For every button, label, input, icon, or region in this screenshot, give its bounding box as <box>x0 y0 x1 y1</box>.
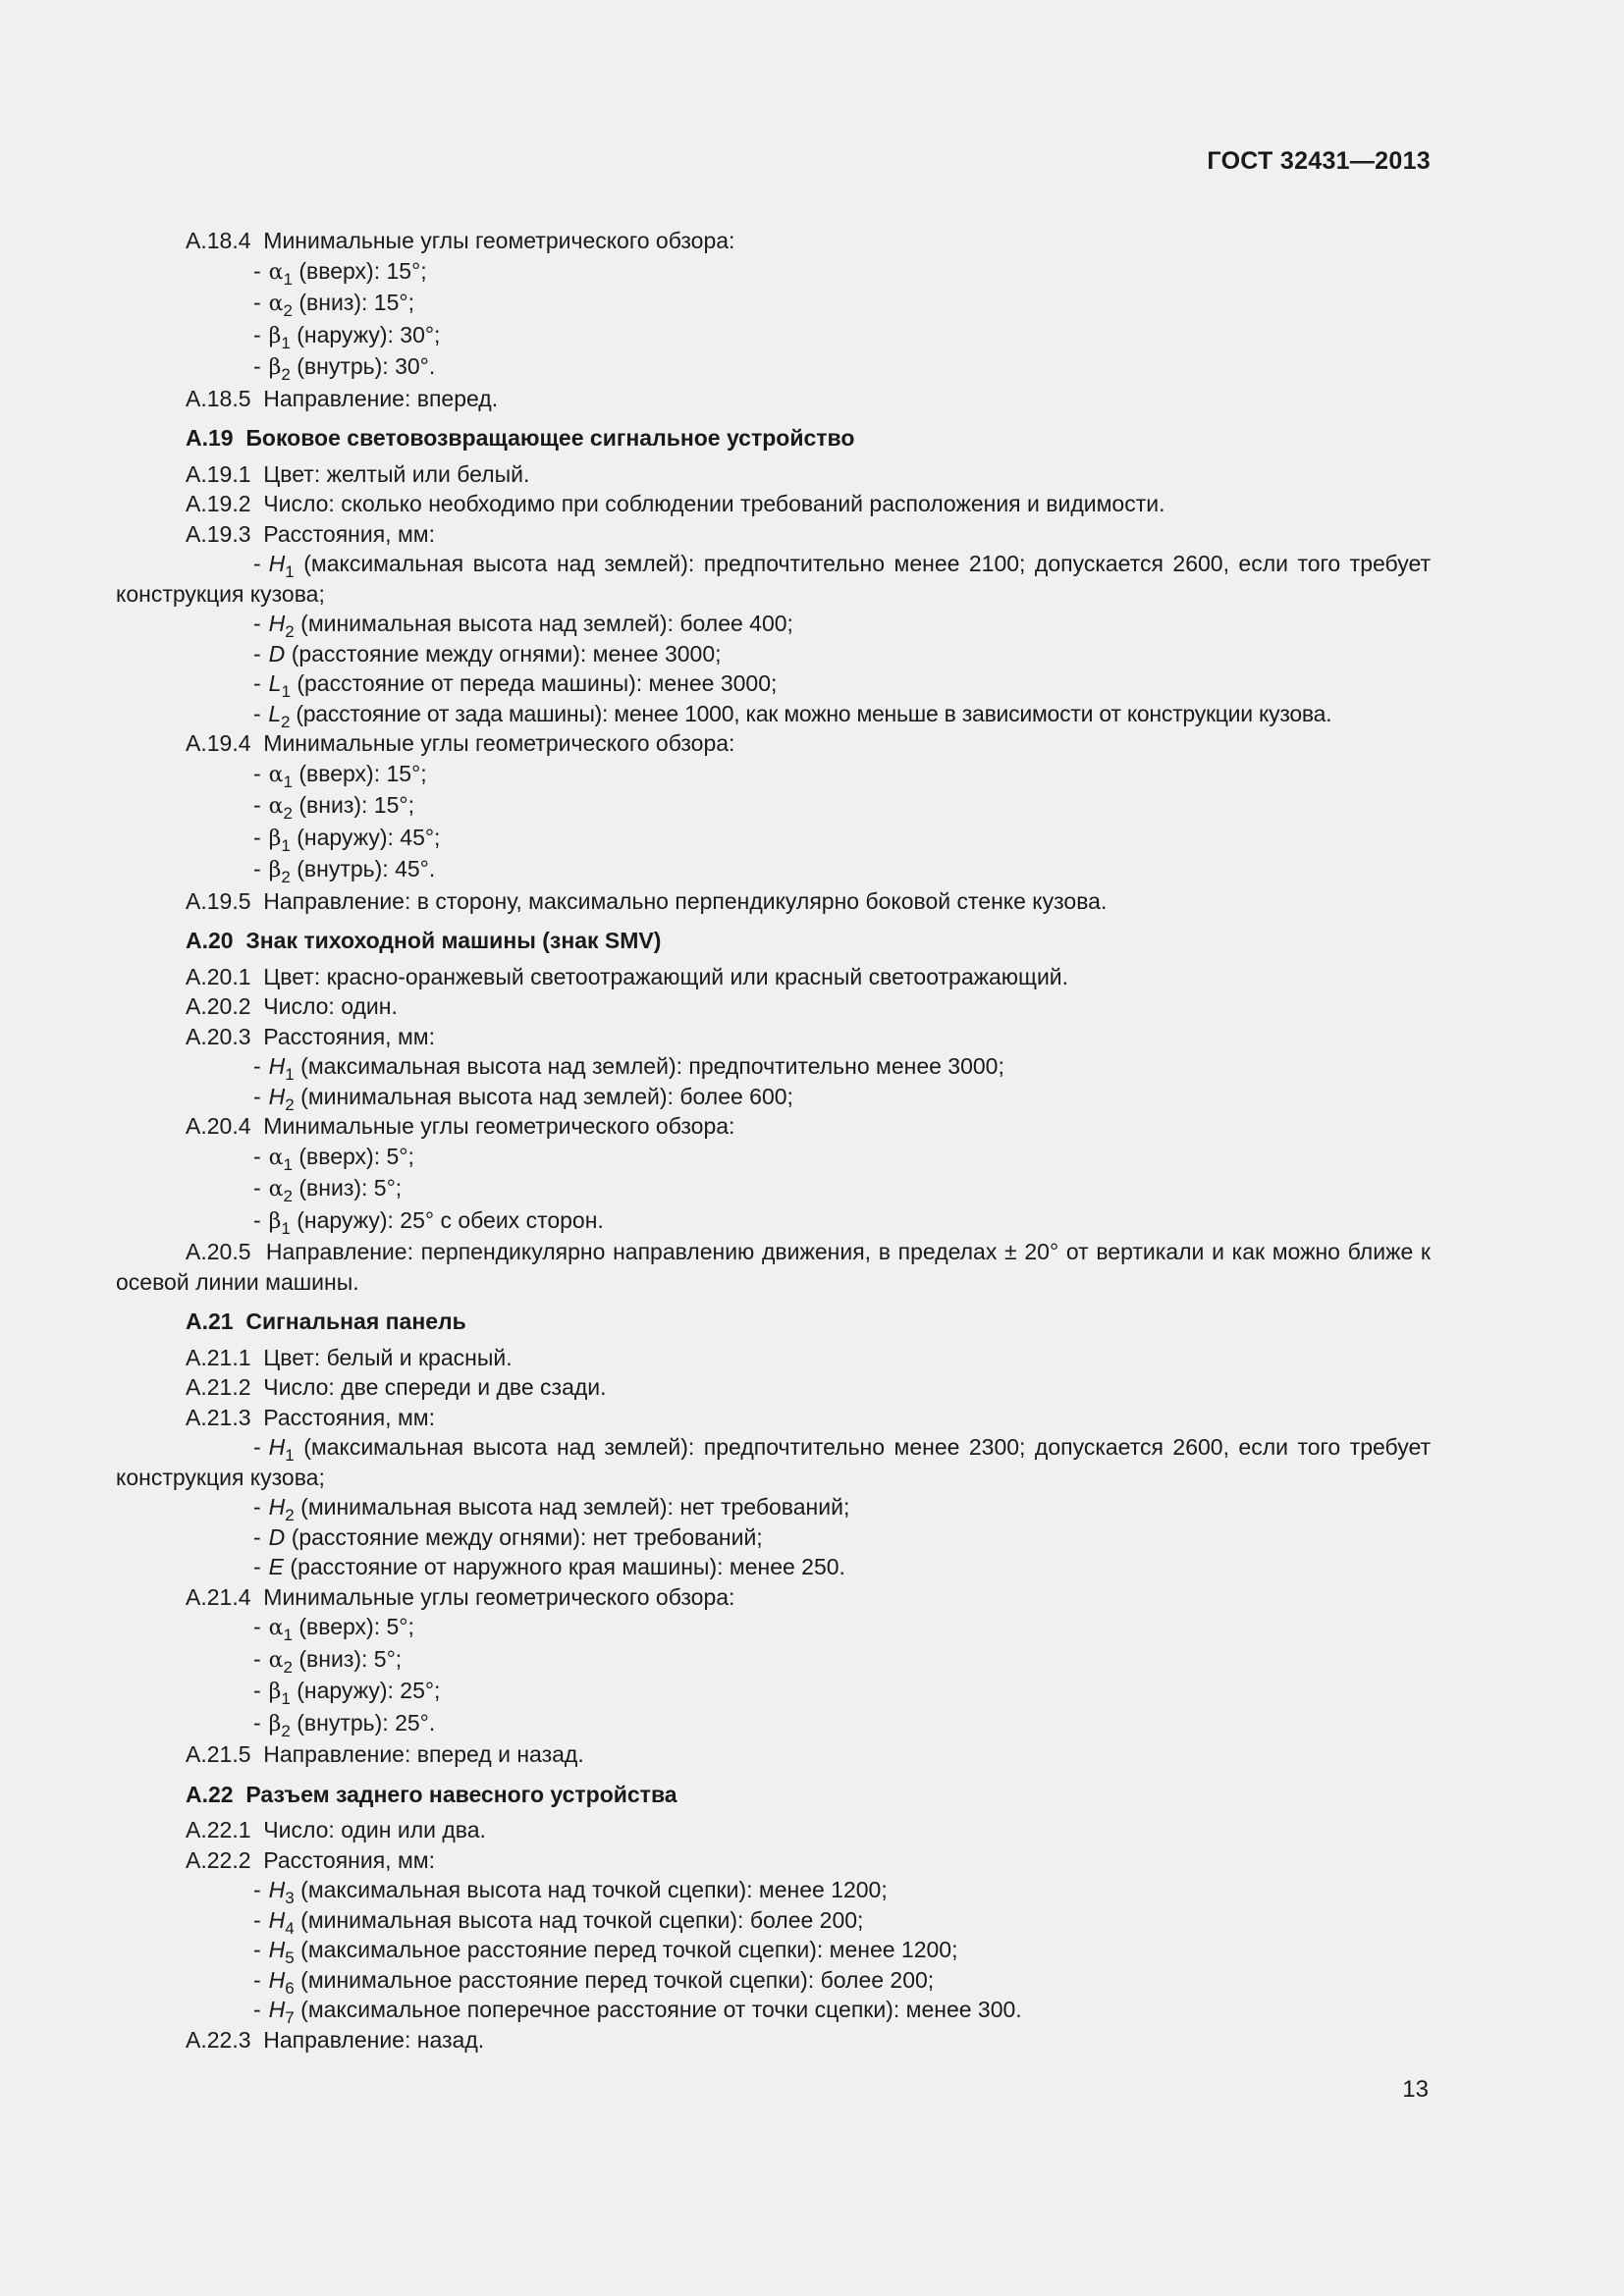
clause-a19-3: А.19.3 Расстояния, мм: <box>186 520 435 547</box>
clause-a22-2: А.22.2 Расстояния, мм: <box>186 1846 435 1873</box>
list-item: - $\alpha_1$ (вверх): 5°; <box>253 1614 414 1644</box>
list-item: - $\beta_2$ (внутрь): 45°. <box>253 856 436 886</box>
list-item: - $\alpha_1$ (вверх): 5°; <box>253 1143 414 1174</box>
clause-a19-1: А.19.1 Цвет: желтый или белый. <box>186 460 530 487</box>
clause-a20-5: А.20.5 Направление: перпендикулярно направлению движения, в пределах ± 20° от вертикали и как можно ближе к осевой линии машины. <box>116 1239 1431 1295</box>
list-item: - E (расстояние от наружного края машины): менее 250. <box>253 1554 845 1579</box>
clause-a18-4: А.18.4 Минимальные углы геометрического обзора: <box>186 228 735 253</box>
list-item: - $\beta_1$ (наружу): 30°; <box>253 321 441 352</box>
list-item: - $\alpha_2$ (вниз): 15°; <box>253 290 414 320</box>
clause-a21-2: А.21.2 Число: две спереди и две сзади. <box>186 1374 607 1400</box>
document-body <box>116 226 1431 2055</box>
clause-a18-5: А.18.5 Направление: вперед. <box>186 385 499 411</box>
clause-a20-1: А.20.1 Цвет: красно-оранжевый светоотражающий или красный светоотражающий. <box>186 963 1069 989</box>
list-item: - $L_2$ (расстояние от зада машины): менее 1000, как можно меньше в зависимости от конструкции кузова. <box>253 700 1332 731</box>
list-item: - $\beta_1$ (наружу): 45°; <box>253 824 441 855</box>
list-item: - D (расстояние между огнями): нет требований; <box>253 1523 763 1550</box>
page-number: 13 <box>1402 2076 1429 2103</box>
list-item: - D (расстояние между огнями): менее 3000; <box>253 640 722 667</box>
clause-a21-3: А.21.3 Расстояния, мм: <box>186 1404 435 1430</box>
list-item: - $H_4$ (минимальная высота над точкой сцепки): более 200; <box>253 1906 864 1938</box>
section-heading-a21: А.21 Сигнальная панель <box>186 1308 466 1334</box>
list-item: - $\alpha_2$ (вниз): 5°; <box>253 1645 403 1677</box>
list-item: - $H_2$ (минимальная высота над землей): более 600; <box>253 1083 793 1114</box>
clause-a22-3: А.22.3 Направление: назад. <box>186 2026 485 2053</box>
clause-a20-3: А.20.3 Расстояния, мм: <box>186 1023 435 1049</box>
list-item: - $H_1$ (максимальная высота над землей): предпочтительно менее 2300; допускается 2600, если того требует конструкция кузова; <box>116 1434 1432 1490</box>
section-heading-a22: А.22 Разъем заднего навесного устройства <box>186 1781 677 1807</box>
list-item: - $H_6$ (минимальное расстояние перед точкой сцепки): более 200; <box>253 1966 935 1998</box>
clause-a21-5: А.21.5 Направление: вперед и назад. <box>186 1741 584 1767</box>
list-item: - $H_7$ (максимальное поперечное расстояние от точки сцепки): менее 300. <box>253 1997 1022 2027</box>
list-item: - $\alpha_1$ (вверх): 15°; <box>253 257 427 289</box>
list-item: - $\beta_2$ (внутрь): 25°. <box>253 1709 436 1740</box>
section-heading-a20: А.20 Знак тихоходной машины (знак SMV) <box>186 928 662 953</box>
list-item: - $\alpha_2$ (вниз): 5°; <box>253 1175 403 1205</box>
clause-a22-1: А.22.1 Число: один или два. <box>186 1817 486 1842</box>
clause-a21-1: А.21.1 Цвет: белый и красный. <box>186 1344 513 1370</box>
clause-a20-4: А.20.4 Минимальные углы геометрического обзора: <box>186 1113 735 1139</box>
list-item: - $\beta_1$ (наружу): 25°; <box>253 1678 441 1708</box>
list-item: - $\alpha_1$ (вверх): 15°; <box>253 760 427 791</box>
list-item: - $H_2$ (минимальная высота над землей): нет требований; <box>253 1494 850 1524</box>
clause-a21-4: А.21.4 Минимальные углы геометрического обзора: <box>186 1583 735 1610</box>
clause-a19-5: А.19.5 Направление: в сторону, максимально перпендикулярно боковой стенке кузова. <box>186 887 1108 914</box>
document-id: ГОСТ 32431—2013 <box>1207 147 1431 175</box>
list-item: - $\alpha_2$ (вниз): 15°; <box>253 792 414 823</box>
list-item: - $H_1$ (максимальная высота над землей): предпочтительно менее 3000; <box>253 1053 1004 1084</box>
list-item: - $H_5$ (максимальное расстояние перед точкой сцепки): менее 1200; <box>253 1937 958 1967</box>
list-item: - $\beta_1$ (наружу): 25° с обеих сторон. <box>253 1206 604 1238</box>
list-item: - $H_2$ (минимальная высота над землей): более 400; <box>253 611 793 641</box>
list-item: - $H_1$ (максимальная высота над землей): предпочтительно менее 2100; допускается 2600, если того требует конструкция кузова; <box>116 551 1432 607</box>
list-item: - $L_1$ (расстояние от переда машины): менее 3000; <box>253 670 778 701</box>
list-item: - $\beta_2$ (внутрь): 30°. <box>253 353 436 384</box>
list-item: - $H_3$ (максимальная высота над точкой сцепки): менее 1200; <box>253 1877 888 1907</box>
clause-a19-2: А.19.2 Число: сколько необходимо при соблюдении требований расположения и видимости. <box>186 491 1165 516</box>
clause-a20-2: А.20.2 Число: один. <box>186 993 398 1019</box>
section-heading-a19: А.19 Боковое световозвращающее сигнальное устройство <box>186 425 855 451</box>
clause-a19-4: А.19.4 Минимальные углы геометрического обзора: <box>186 730 735 756</box>
